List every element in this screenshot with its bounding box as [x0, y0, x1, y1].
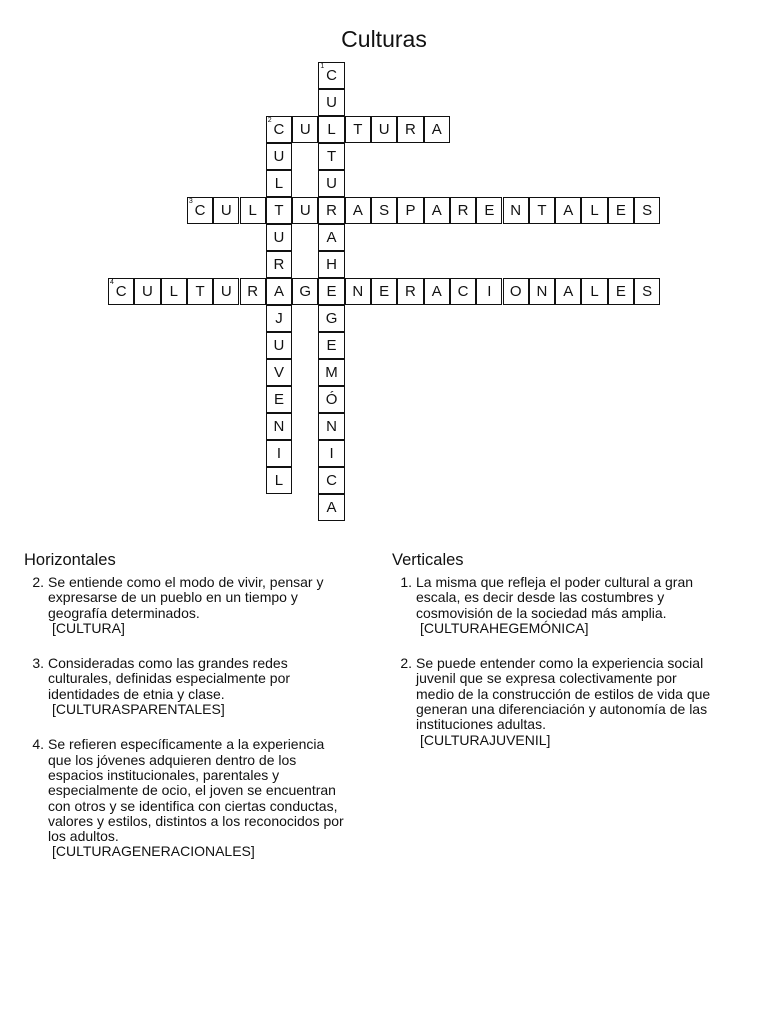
- clue-text: especialmente de ocio, el joven se encuentran: [48, 782, 336, 799]
- cell-letter: S: [379, 202, 390, 219]
- cell-letter: U: [299, 202, 311, 219]
- grid-cell[interactable]: [397, 116, 423, 143]
- cell-letter: J: [275, 310, 283, 327]
- clue-text: los adultos.: [48, 828, 119, 845]
- grid-cell[interactable]: [318, 62, 344, 89]
- grid-cell[interactable]: [318, 224, 344, 251]
- clue-text: identidades de etnia y clase.: [48, 685, 225, 702]
- cell-letter: T: [353, 121, 363, 138]
- cell-letter: E: [379, 283, 390, 300]
- cell-letter: U: [273, 148, 285, 165]
- grid-cell[interactable]: [634, 278, 660, 305]
- cell-letter: T: [274, 202, 284, 219]
- cell-letter: C: [457, 283, 469, 300]
- grid-cell[interactable]: [476, 197, 502, 224]
- cell-letter: I: [487, 283, 492, 300]
- cell-letter: Ó: [325, 391, 338, 408]
- cell-letter: N: [510, 202, 522, 219]
- grid-cell[interactable]: [318, 332, 344, 359]
- clue-text: cosmovisión de la sociedad más amplia.: [416, 604, 667, 621]
- clue-number: 4.: [32, 736, 44, 753]
- grid-cell[interactable]: [213, 197, 239, 224]
- grid-cell[interactable]: [503, 278, 529, 305]
- clue-number: 3: [188, 198, 193, 205]
- cell-letter: R: [247, 283, 259, 300]
- clue-text: La misma que refleja el poder cultural a gran: [416, 574, 694, 590]
- cell-letter: U: [299, 121, 311, 138]
- cell-letter: P: [405, 202, 416, 219]
- cell-letter: L: [590, 283, 599, 300]
- grid-cell[interactable]: [292, 197, 318, 224]
- cell-letter: L: [327, 121, 336, 138]
- verticales-section: [392, 551, 710, 748]
- cell-letter: T: [195, 283, 205, 300]
- cell-letter: A: [563, 283, 574, 300]
- cell-letter: A: [431, 121, 442, 138]
- cell-letter: E: [484, 202, 495, 219]
- grid-cell[interactable]: [187, 197, 213, 224]
- grid-cell[interactable]: [318, 143, 344, 170]
- clue-text: medio de la construcción de estilos de vida que: [416, 685, 711, 702]
- cell-letter: N: [273, 418, 285, 435]
- cell-letter: U: [378, 121, 390, 138]
- cell-letter: G: [299, 283, 312, 300]
- cell-letter: L: [590, 202, 599, 219]
- grid-cell[interactable]: [213, 278, 239, 305]
- grid-cell[interactable]: [266, 305, 292, 332]
- grid-cell[interactable]: [318, 386, 344, 413]
- grid-cell[interactable]: [318, 494, 344, 521]
- cell-letter: L: [169, 283, 178, 300]
- cell-letter: V: [273, 364, 284, 381]
- clue-text: Se refieren específicamente a la experiencia: [48, 736, 325, 753]
- cell-letter: T: [326, 148, 337, 165]
- cell-letter: N: [326, 418, 337, 435]
- clue-number: 1.: [400, 574, 412, 590]
- clue-number: 3.: [32, 655, 44, 672]
- grid-cell[interactable]: [240, 278, 266, 305]
- grid-cell[interactable]: [266, 116, 292, 143]
- grid-cell[interactable]: [292, 278, 318, 305]
- grid-cell[interactable]: [266, 278, 292, 305]
- cell-letter: C: [326, 67, 337, 84]
- grid-cell[interactable]: [345, 116, 371, 143]
- clue-text: juvenil que se expresa colectivamente por: [416, 670, 677, 687]
- horizontales-section: [24, 551, 344, 860]
- clue-number: 4: [110, 279, 114, 286]
- cell-letter: C: [194, 202, 206, 219]
- grid-cell[interactable]: [345, 278, 371, 305]
- grid-cell[interactable]: [634, 197, 660, 224]
- cell-letter: U: [326, 175, 337, 192]
- grid-cell[interactable]: [503, 197, 529, 224]
- grid-cell[interactable]: [318, 251, 344, 278]
- cell-letter: H: [326, 256, 337, 273]
- cell-letter: U: [273, 229, 285, 246]
- horizontales-heading: Horizontales: [24, 551, 116, 569]
- cell-letter: R: [405, 121, 416, 138]
- clue-text: que los jóvenes adquieren dentro de los: [48, 751, 297, 768]
- grid-cell[interactable]: [266, 251, 292, 278]
- clue-answer: [CULTURAGENERACIONALES]: [52, 843, 255, 860]
- grid-cell[interactable]: [134, 278, 160, 305]
- verticales-heading: Verticales: [392, 551, 464, 569]
- cell-letter: E: [273, 391, 284, 408]
- cell-letter: U: [326, 94, 337, 111]
- clue-text: instituciones adultas.: [416, 716, 546, 733]
- clue-text: generan una diferenciación y autonomía de las: [416, 701, 708, 718]
- cell-letter: R: [273, 256, 285, 273]
- cell-letter: O: [509, 283, 522, 300]
- cell-letter: E: [326, 337, 337, 354]
- clue-answer: [CULTURAHEGEMÓNICA]: [420, 619, 589, 636]
- grid-cell[interactable]: [555, 197, 581, 224]
- clue-number: 2: [267, 117, 272, 124]
- grid-cell[interactable]: [266, 386, 292, 413]
- clue-text: Consideradas como las grandes redes: [48, 655, 288, 672]
- clue-number: 2.: [32, 574, 44, 590]
- cell-letter: I: [329, 445, 334, 462]
- cell-letter: L: [248, 202, 257, 219]
- cell-letter: U: [220, 202, 232, 219]
- grid-cell[interactable]: [292, 116, 318, 143]
- grid-cell[interactable]: [266, 332, 292, 359]
- page-title: Culturas: [341, 26, 427, 52]
- cell-letter: L: [274, 472, 284, 489]
- clue-text: escala, es decir desde las costumbres y: [416, 589, 665, 606]
- cell-letter: L: [274, 175, 284, 192]
- clue: [24, 737, 344, 859]
- cell-letter: E: [615, 283, 626, 300]
- grid-cell[interactable]: [318, 278, 344, 305]
- grid-cell[interactable]: [608, 278, 634, 305]
- cell-letter: E: [326, 283, 337, 300]
- grid-cell[interactable]: [161, 278, 187, 305]
- cell-letter: A: [326, 229, 337, 246]
- grid-cell[interactable]: [371, 278, 397, 305]
- grid-cell[interactable]: [450, 197, 476, 224]
- grid-cell[interactable]: [266, 440, 292, 467]
- grid-cell[interactable]: [266, 467, 292, 494]
- cell-letter: C: [115, 283, 127, 300]
- cell-letter: A: [431, 202, 442, 219]
- cell-letter: U: [142, 283, 153, 300]
- cell-letter: A: [273, 283, 284, 300]
- grid-cell[interactable]: [529, 278, 555, 305]
- clue-text: valores y estilos, distintos a los reconocidos por: [48, 812, 344, 829]
- clue-answer: [CULTURA]: [52, 619, 125, 636]
- cell-letter: C: [273, 121, 285, 138]
- clue-text: geografía determinados.: [48, 604, 200, 621]
- grid-cell[interactable]: [397, 197, 423, 224]
- grid-cell[interactable]: [555, 278, 581, 305]
- grid-cell[interactable]: [318, 116, 344, 143]
- grid-cell[interactable]: [266, 143, 292, 170]
- grid-cell[interactable]: [318, 170, 344, 197]
- cell-letter: R: [405, 283, 416, 300]
- clue-text: Se puede entender como la experiencia social: [416, 655, 704, 672]
- grid-cell[interactable]: [318, 305, 344, 332]
- clue-number: 1: [320, 63, 325, 70]
- grid-cell[interactable]: [318, 197, 344, 224]
- grid-cell[interactable]: [424, 116, 450, 143]
- grid-cell[interactable]: [371, 116, 397, 143]
- grid-cell[interactable]: [345, 197, 371, 224]
- cell-letter: A: [563, 202, 574, 219]
- cell-letter: N: [536, 283, 548, 300]
- grid-cell[interactable]: [187, 278, 213, 305]
- grid-cell[interactable]: [476, 278, 502, 305]
- grid-cell[interactable]: [266, 413, 292, 440]
- cell-letter: M: [325, 364, 338, 381]
- clue-text: Se entiende como el modo de vivir, pensar y: [48, 574, 324, 590]
- clue-text: espacios institucionales, parentales y: [48, 766, 280, 783]
- clue-answer: [CULTURAJUVENIL]: [420, 731, 551, 748]
- grid-cell[interactable]: [424, 278, 450, 305]
- clue-text: con otros y se identifica con ciertas conductas,: [48, 797, 338, 814]
- grid-cell[interactable]: [318, 359, 344, 386]
- cell-letter: S: [642, 283, 653, 300]
- grid-cell[interactable]: [266, 359, 292, 386]
- grid-cell[interactable]: [371, 197, 397, 224]
- grid-cell[interactable]: [397, 278, 423, 305]
- grid-cell[interactable]: [266, 197, 292, 224]
- cell-letter: U: [220, 283, 232, 300]
- clue: [392, 656, 710, 748]
- grid-cell[interactable]: [108, 278, 134, 305]
- cell-letter: A: [352, 202, 363, 219]
- grid-cell[interactable]: [450, 278, 476, 305]
- clue: [392, 575, 710, 636]
- cell-letter: T: [537, 202, 547, 219]
- horizontales-clues: [24, 575, 344, 860]
- grid-cell[interactable]: [318, 440, 344, 467]
- cell-letter: N: [352, 283, 364, 300]
- grid-cell[interactable]: [266, 170, 292, 197]
- grid-cell[interactable]: [240, 197, 266, 224]
- cell-letter: E: [615, 202, 626, 219]
- cell-letter: U: [273, 337, 285, 354]
- grid-cell[interactable]: [266, 224, 292, 251]
- grid-cell[interactable]: [608, 197, 634, 224]
- cell-letter: G: [325, 310, 338, 327]
- cell-letter: R: [457, 202, 469, 219]
- clue: [24, 575, 344, 636]
- grid-cell[interactable]: [318, 467, 344, 494]
- grid-cell[interactable]: [318, 89, 344, 116]
- grid-cell[interactable]: [581, 278, 607, 305]
- cell-letter: S: [642, 202, 653, 219]
- clue-text: expresarse de un pueblo en un tiempo y: [48, 589, 298, 606]
- clue-number: 2.: [400, 655, 412, 672]
- grid-cell[interactable]: [424, 197, 450, 224]
- grid-cell[interactable]: [581, 197, 607, 224]
- grid-cell[interactable]: [318, 413, 344, 440]
- grid-cell[interactable]: [529, 197, 555, 224]
- clue-answer: [CULTURASPARENTALES]: [52, 701, 225, 718]
- cell-letter: C: [326, 472, 337, 489]
- clue: [24, 656, 344, 717]
- cell-letter: A: [431, 283, 442, 300]
- cell-letter: I: [276, 445, 282, 462]
- clue-text: culturales, definidas especialmente por: [48, 670, 291, 687]
- cell-letter: A: [326, 499, 337, 516]
- cell-letter: R: [326, 202, 337, 219]
- verticales-clues: [392, 575, 710, 748]
